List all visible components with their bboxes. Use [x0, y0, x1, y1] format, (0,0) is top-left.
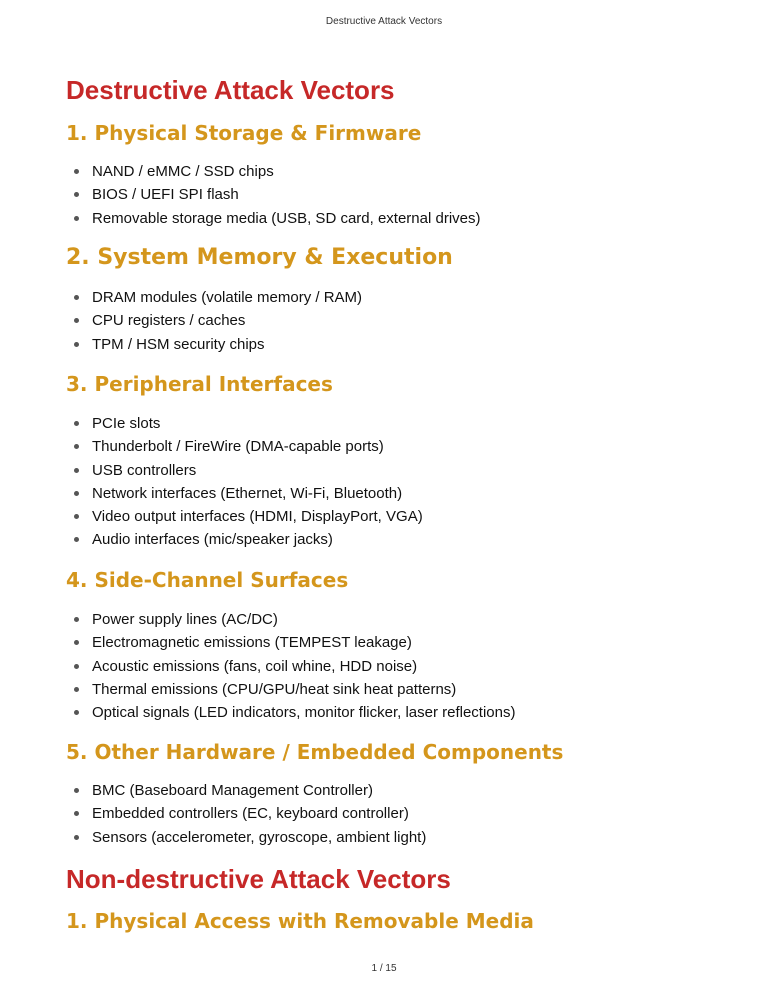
- list-item: Removable storage media (USB, SD card, external drives): [74, 207, 481, 230]
- list-item: NAND / eMMC / SSD chips: [74, 160, 481, 183]
- bullet-icon: [74, 444, 79, 449]
- list-item: Audio interfaces (mic/speaker jacks): [74, 528, 423, 551]
- list-item: BIOS / UEFI SPI flash: [74, 183, 481, 206]
- list-item: Sensors (accelerometer, gyroscope, ambient light): [74, 826, 426, 849]
- storage-firmware-list: [74, 160, 481, 230]
- page-number: 1 / 15: [371, 963, 397, 974]
- subsection-title-side-channel: 4. Side-Channel Surfaces: [66, 568, 349, 592]
- bullet-icon: [74, 295, 79, 300]
- bullet-icon: [74, 318, 79, 323]
- bullet-icon: [74, 687, 79, 692]
- subsection-title-peripheral-interfaces: 3. Peripheral Interfaces: [66, 372, 333, 396]
- list-item: Video output interfaces (HDMI, DisplayPort, VGA): [74, 505, 423, 528]
- list-item: Thunderbolt / FireWire (DMA-capable ports): [74, 435, 423, 458]
- section-title-destructive: Destructive Attack Vectors: [66, 75, 395, 105]
- bullet-icon: [74, 192, 79, 197]
- bullet-icon: [74, 491, 79, 496]
- bullet-icon: [74, 788, 79, 793]
- bullet-icon: [74, 468, 79, 473]
- list-item: Power supply lines (AC/DC): [74, 608, 516, 631]
- bullet-icon: [74, 664, 79, 669]
- running-header: Destructive Attack Vectors: [325, 16, 443, 27]
- bullet-icon: [74, 710, 79, 715]
- subsection-title-memory-execution: 2. System Memory & Execution: [66, 245, 453, 270]
- list-item: Embedded controllers (EC, keyboard controller): [74, 802, 426, 825]
- bullet-icon: [74, 835, 79, 840]
- list-item: Network interfaces (Ethernet, Wi-Fi, Bluetooth): [74, 482, 423, 505]
- bullet-icon: [74, 811, 79, 816]
- list-item: TPM / HSM security chips: [74, 333, 362, 356]
- bullet-icon: [74, 514, 79, 519]
- bullet-icon: [74, 537, 79, 542]
- bullet-icon: [74, 617, 79, 622]
- subsection-title-physical-access: 1. Physical Access with Removable Media: [66, 909, 534, 933]
- peripheral-interfaces-list: [74, 412, 423, 552]
- bullet-icon: [74, 421, 79, 426]
- list-item: USB controllers: [74, 459, 423, 482]
- list-item: Optical signals (LED indicators, monitor flicker, laser reflections): [74, 701, 516, 724]
- bullet-icon: [74, 169, 79, 174]
- list-item: BMC (Baseboard Management Controller): [74, 779, 426, 802]
- side-channel-list: [74, 608, 516, 724]
- list-item: PCIe slots: [74, 412, 423, 435]
- section-title-non-destructive: Non-destructive Attack Vectors: [66, 864, 451, 894]
- list-item: Thermal emissions (CPU/GPU/heat sink heat patterns): [74, 678, 516, 701]
- subsection-title-other-hardware: 5. Other Hardware / Embedded Components: [66, 740, 564, 764]
- list-item: Acoustic emissions (fans, coil whine, HDD noise): [74, 655, 516, 678]
- other-hardware-list: [74, 779, 426, 849]
- subsection-title-storage-firmware: 1. Physical Storage & Firmware: [66, 121, 422, 145]
- bullet-icon: [74, 640, 79, 645]
- list-item: CPU registers / caches: [74, 309, 362, 332]
- bullet-icon: [74, 216, 79, 221]
- list-item: Electromagnetic emissions (TEMPEST leakage): [74, 631, 516, 654]
- bullet-icon: [74, 342, 79, 347]
- list-item: DRAM modules (volatile memory / RAM): [74, 286, 362, 309]
- memory-execution-list: [74, 286, 362, 356]
